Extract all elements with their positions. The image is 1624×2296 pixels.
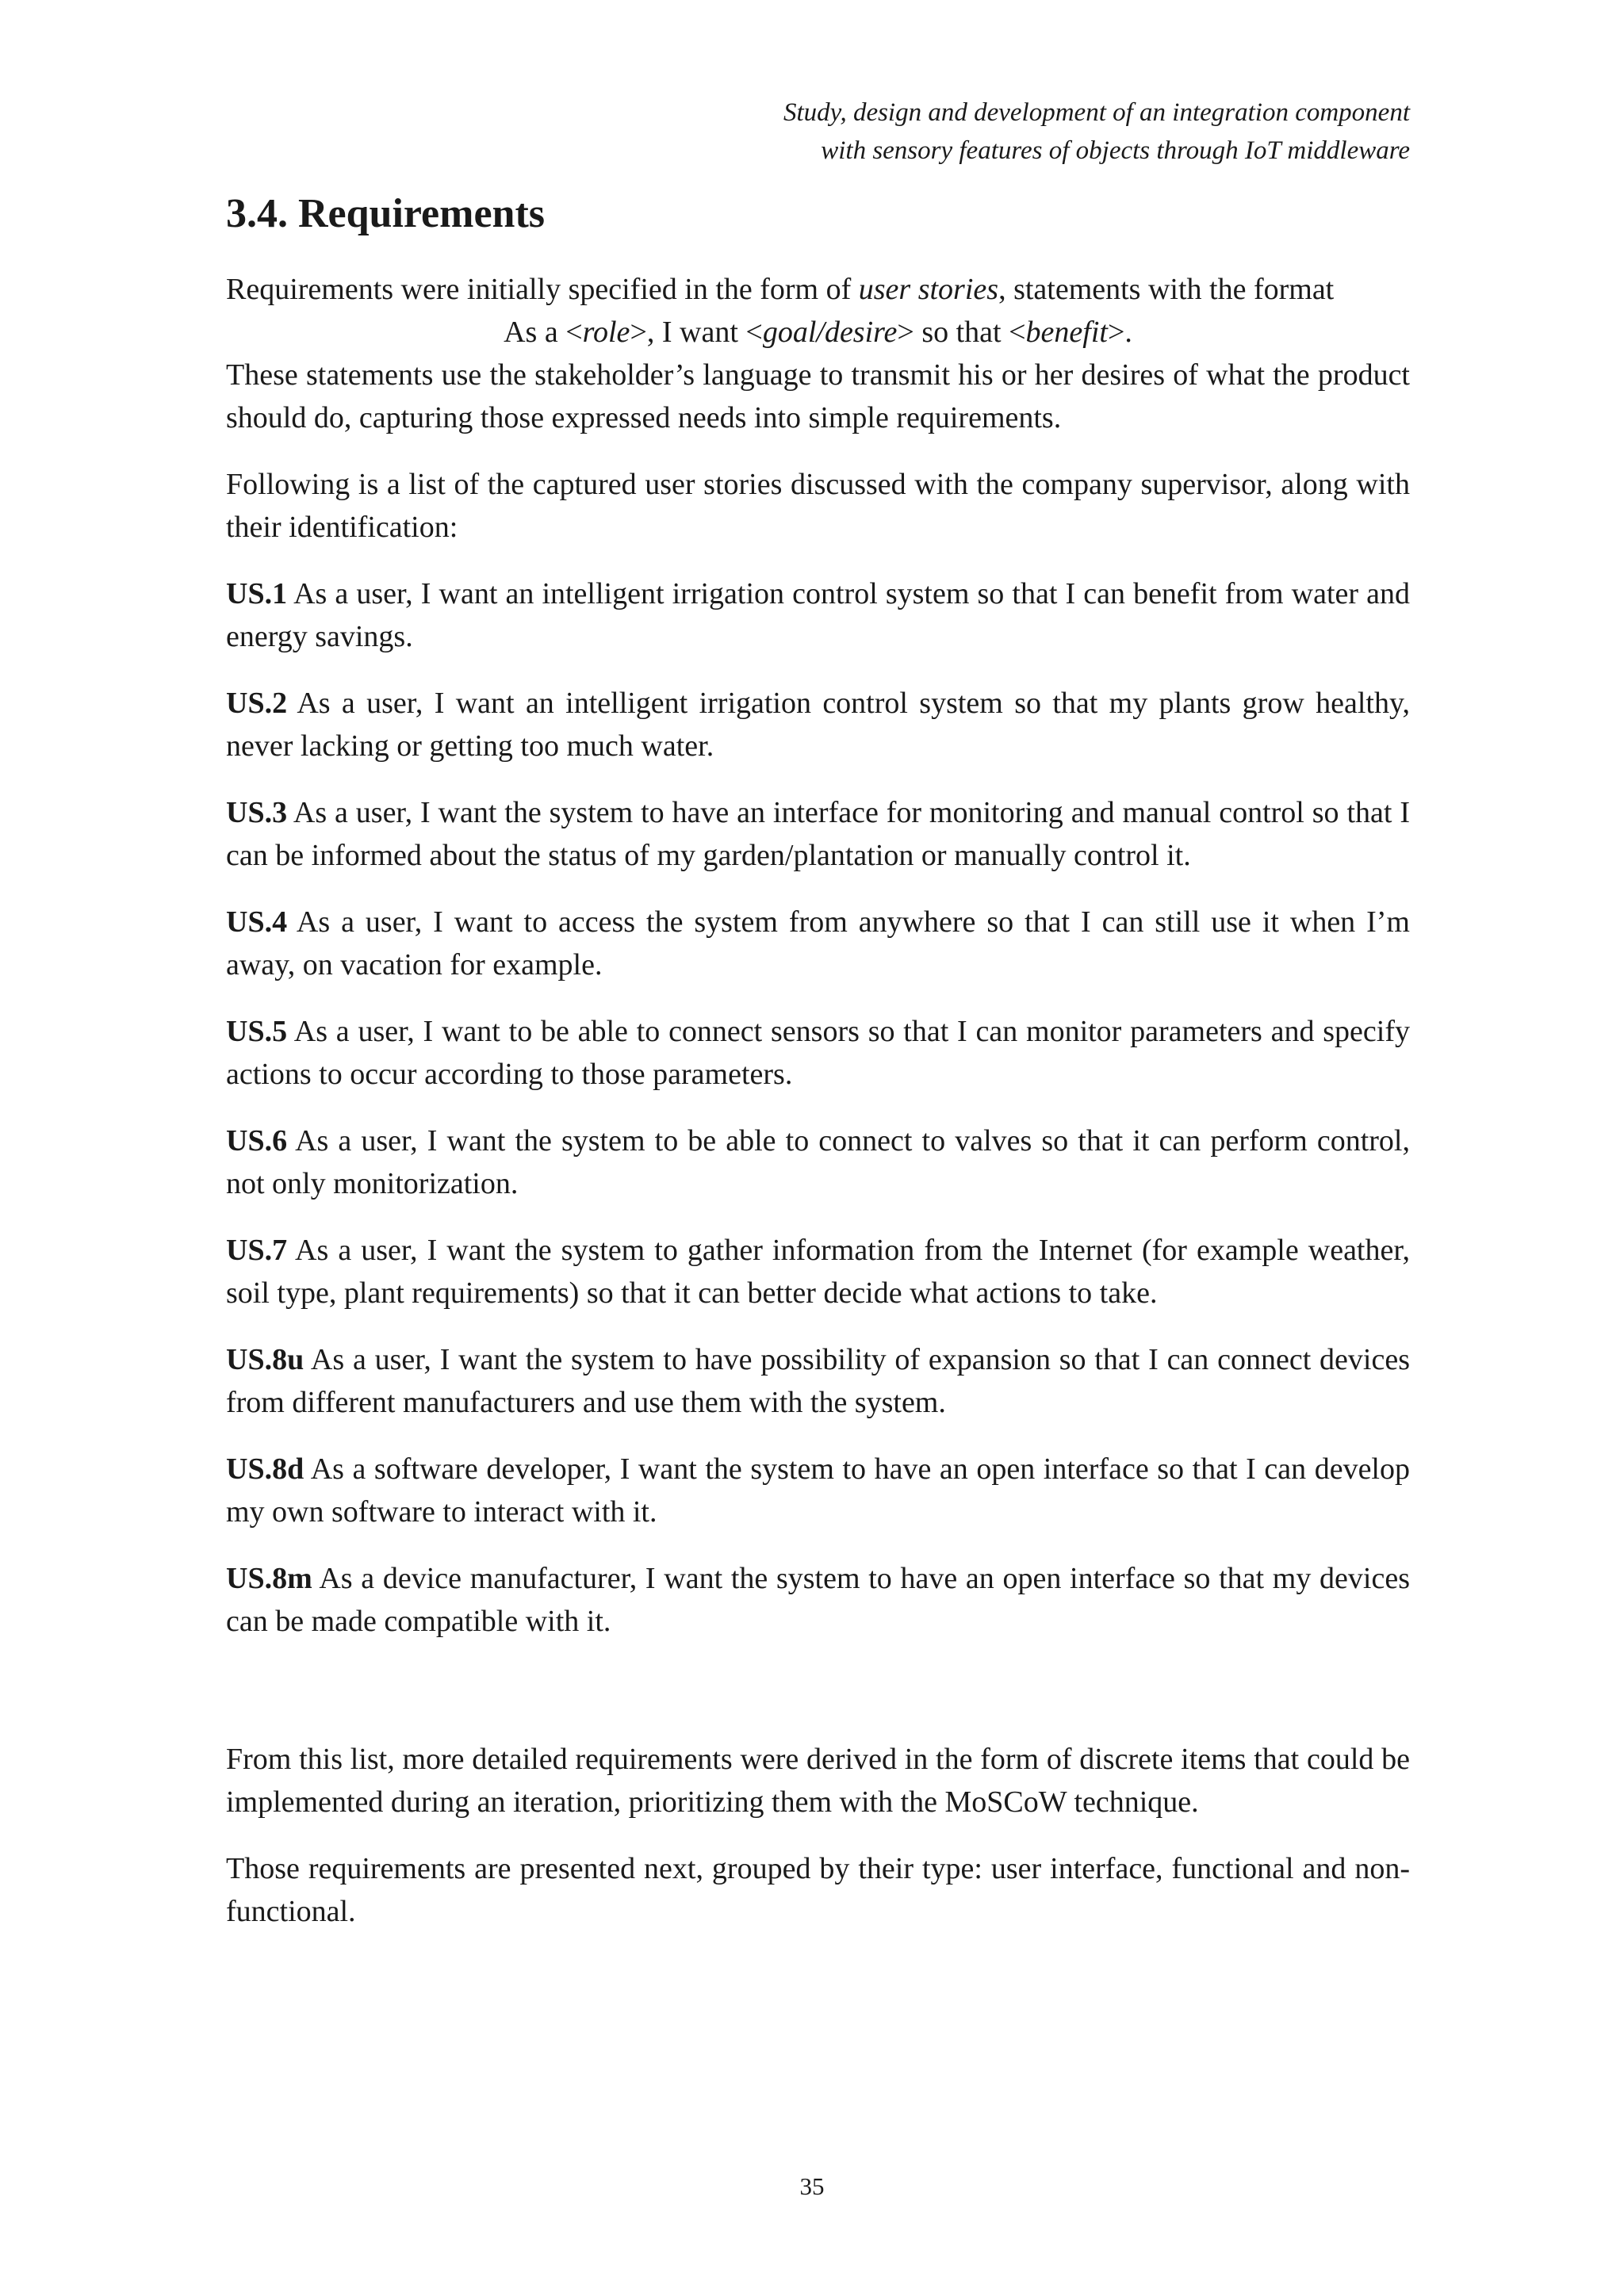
user-story-text: As a user, I want an intelligent irrigation control system so that my plants grow healthy, never lacking or getting too much water. — [226, 687, 1410, 763]
list-intro-paragraph: Following is a list of the captured user stories discussed with the company supervisor, along with their identification: — [226, 468, 1410, 544]
user-story-id: US.4 — [226, 905, 288, 939]
user-story-id: US.8m — [226, 1562, 312, 1595]
user-story — [226, 1010, 1410, 1096]
user-story-text: As a user, I want the system to have possibility of expansion so that I can connect devices from different manufacturers and use them with the system. — [226, 1343, 1410, 1419]
intro-lead: Requirements were initially specified in the form of — [226, 273, 859, 306]
page-body — [226, 190, 1410, 1957]
format-benefit: benefit — [1025, 316, 1108, 349]
user-story-text: As a user, I want to access the system from anywhere so that I can still use it when I’m away, on vacation for example. — [226, 905, 1410, 982]
user-story-text: As a user, I want the system to gather information from the Internet (for example weather, soil type, plant requirements) so that it can better decide what actions to take. — [226, 1234, 1410, 1310]
user-story-id: US.3 — [226, 796, 288, 829]
format-part: As a < — [504, 316, 583, 349]
intro-lead-tail: , statements with the format — [998, 273, 1335, 306]
user-story — [226, 791, 1410, 877]
closing-paragraph-2: Those requirements are presented next, grouped by their type: user interface, functional and non-functional. — [226, 1852, 1410, 1928]
user-story-text: As a user, I want the system to have an interface for monitoring and manual control so that I can be informed about the status of my garden/plantation or manually control it. — [226, 796, 1410, 872]
user-story-text: As a user, I want an intelligent irrigation control system so that I can benefit from water and energy savings. — [226, 577, 1410, 653]
user-story-id: US.5 — [226, 1015, 288, 1048]
user-story-format — [226, 311, 1410, 354]
user-story-id: US.1 — [226, 577, 288, 610]
format-part: >, I want < — [630, 316, 763, 349]
user-story — [226, 1229, 1410, 1314]
format-part: >. — [1107, 316, 1132, 349]
user-story — [226, 1338, 1410, 1424]
user-story — [226, 1557, 1410, 1643]
page-number: 35 — [799, 2172, 825, 2200]
user-story — [226, 1119, 1410, 1205]
running-header-line-1: Study, design and development of an integration component — [783, 98, 1410, 127]
user-story-id: US.2 — [226, 687, 288, 720]
user-story-text: As a software developer, I want the system to have an open interface so that I can develop my own software to interact with it. — [226, 1452, 1410, 1529]
user-story-id: US.8d — [226, 1452, 304, 1486]
intro-lead-emphasis: user stories — [858, 273, 999, 306]
user-story-id: US.8u — [226, 1343, 304, 1376]
user-story — [226, 572, 1410, 658]
user-story-id: US.6 — [226, 1124, 288, 1158]
intro-paragraph — [226, 268, 1410, 311]
section-title: 3.4. Requirements — [226, 191, 546, 236]
format-part: > so that < — [897, 316, 1026, 349]
user-story-text: As a device manufacturer, I want the system to have an open interface so that my devices can be made compatible with it. — [226, 1562, 1410, 1638]
closing-paragraph-1: From this list, more detailed requirements were derived in the form of discrete items that could be implemented during an iteration, prioritizing them with the MoSCoW technique. — [226, 1743, 1410, 1819]
user-story — [226, 682, 1410, 767]
user-story-id: US.7 — [226, 1234, 288, 1267]
user-story-text: As a user, I want the system to be able to connect to valves so that it can perform control, not only monitorization. — [226, 1124, 1410, 1200]
explanation-paragraph: These statements use the stakeholder’s language to transmit his or her desires of what the product should do, capturing those expressed needs into simple requirements. — [226, 358, 1410, 434]
running-header-line-2: with sensory features of objects through IoT middleware — [821, 136, 1410, 165]
spacer — [226, 1667, 1410, 1738]
running-header — [696, 94, 1410, 170]
user-story-text: As a user, I want to be able to connect sensors so that I can monitor parameters and specify actions to occur according to those parameters. — [226, 1015, 1410, 1091]
user-story — [226, 901, 1410, 986]
format-goal: goal/desire — [762, 316, 898, 349]
user-story — [226, 1448, 1410, 1533]
format-role: role — [582, 316, 630, 349]
